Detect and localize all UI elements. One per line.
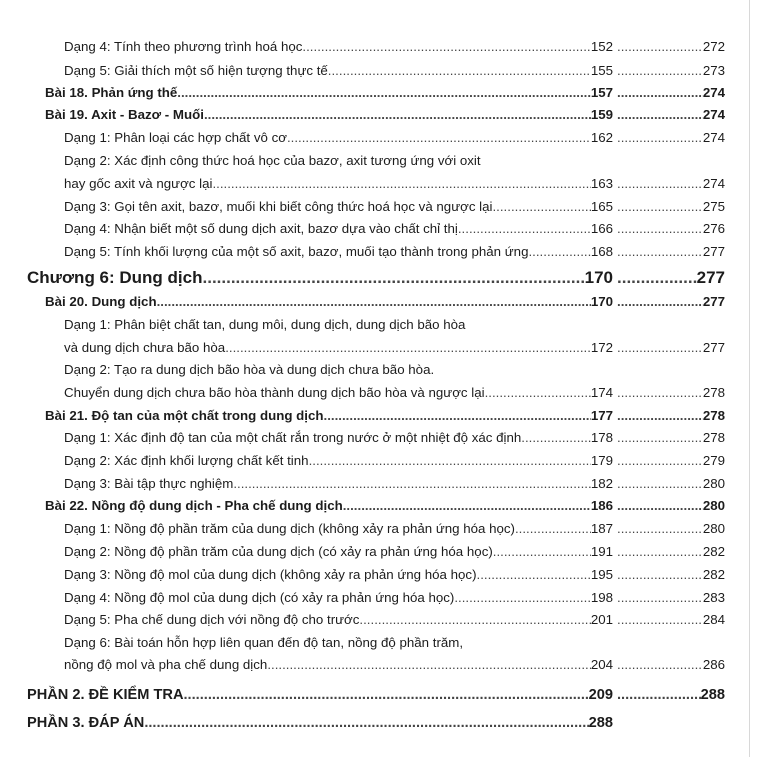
entry-label: hay gốc axit và ngược lại	[64, 176, 213, 191]
entry-page-solution: 157	[590, 85, 613, 100]
entry-page-answer: 282	[702, 544, 725, 559]
entry-page-solution: 186	[590, 498, 613, 513]
entry-page-solution: 187	[590, 521, 613, 536]
entry-label: PHẦN 2. ĐỀ KIỂM TRA	[27, 687, 184, 703]
entry-page-solution: 162	[590, 130, 613, 145]
entry-page-solution: 201	[590, 612, 613, 627]
entry-label: Dạng 2: Tạo ra dung dịch bão hòa và dung dịch chưa bão hòa.	[64, 362, 435, 377]
entry-page-solution: 168	[590, 244, 613, 259]
entry-page-answer: 280	[702, 498, 725, 513]
entry-page-solution: 198	[590, 590, 613, 605]
entry-page-answer: 282	[702, 567, 725, 582]
entry-label: Dạng 6: Bài toán hỗn hợp liên quan đến độ tan, nồng độ phần trăm,	[64, 635, 464, 650]
page-edge-divider	[749, 0, 750, 757]
entry-page-answer: 274	[702, 107, 725, 122]
entry-label: Bài 19. Axit - Bazơ - Muối	[45, 107, 204, 122]
entry-label: Dạng 1: Xác định độ tan của một chất rắn trong nước ở một nhiệt độ xác định	[64, 430, 522, 445]
entry-page-solution: 204	[590, 657, 613, 672]
entry-page-solution: 152	[590, 39, 613, 54]
entry-page-answer: 280	[702, 476, 725, 491]
entry-page-answer: 276	[702, 221, 725, 236]
entry-page-solution: 163	[590, 176, 613, 191]
entry-page-solution: 191	[590, 544, 613, 559]
entry-page-answer: 274	[702, 176, 725, 191]
entry-page-solution: 209	[588, 687, 613, 703]
entry-page-solution: 159	[590, 107, 613, 122]
entry-label: Dạng 3: Nồng độ mol của dung dịch (không xảy ra phản ứng hóa học)	[64, 567, 477, 582]
entry-page-answer: 277	[702, 340, 725, 355]
entry-label: Bài 22. Nồng độ dung dịch - Pha chế dung dịch	[45, 498, 343, 513]
entry-label: Dạng 4: Tính theo phương trình hoá học	[64, 39, 303, 54]
entry-label: và dung dịch chưa bão hòa	[64, 340, 226, 355]
entry-label: Dạng 5: Giải thích một số hiện tượng thực tế	[64, 63, 328, 78]
entry-page-answer: 272	[702, 39, 725, 54]
entry-page-answer: 273	[702, 63, 725, 78]
entry-label: Bài 20. Dung dịch	[45, 294, 157, 309]
entry-label: PHẦN 3. ĐÁP ÁN	[27, 715, 145, 731]
entry-page-answer: 275	[702, 199, 725, 214]
entry-page-solution: 165	[590, 199, 613, 214]
entry-label: Dạng 2: Xác định công thức hoá học của bazơ, axit tương ứng với oxit	[64, 153, 481, 168]
entry-page-answer: 280	[702, 521, 725, 536]
entry-label: Bài 18. Phản ứng thế	[45, 85, 178, 100]
entry-page-answer: 278	[702, 408, 725, 423]
entry-label: Dạng 3: Bài tập thực nghiệm	[64, 476, 234, 491]
entry-page-answer: 288	[700, 687, 725, 703]
entry-page-answer: 286	[702, 657, 725, 672]
entry-page-solution: 172	[590, 340, 613, 355]
entry-label: Dạng 3: Gọi tên axit, bazơ, muối khi biết công thức hoá học và ngược lại	[64, 199, 493, 214]
entry-label: nồng độ mol và pha chế dung dịch	[64, 657, 268, 672]
entry-page-answer: 279	[702, 453, 725, 468]
entry-label: Dạng 2: Xác định khối lượng chất kết tinh	[64, 453, 309, 468]
entry-label: Dạng 5: Pha chế dung dịch với nồng độ cho trước	[64, 612, 360, 627]
entry-page-solution: 174	[590, 385, 613, 400]
entry-page-answer: 277	[702, 294, 725, 309]
entry-page-solution: 182	[590, 476, 613, 491]
entry-page-solution: 288	[588, 715, 613, 731]
entry-page-solution: 195	[590, 567, 613, 582]
entry-label: Dạng 1: Phân biệt chất tan, dung môi, dung dịch, dung dịch bão hòa	[64, 317, 466, 332]
entry-page-solution: 178	[590, 430, 613, 445]
entry-label: Dạng 2: Nồng độ phần trăm của dung dịch (có xảy ra phản ứng hóa học)	[64, 544, 493, 559]
entry-page-answer: 283	[702, 590, 725, 605]
entry-page-answer: 274	[702, 85, 725, 100]
entry-page-solution: 179	[590, 453, 613, 468]
entry-page-answer: 278	[702, 430, 725, 445]
entry-page-solution: 155	[590, 63, 613, 78]
entry-label: Dạng 4: Nhận biết một số dung dịch axit, bazơ dựa vào chất chỉ thị	[64, 221, 458, 236]
entry-page-solution: 177	[590, 408, 613, 423]
entry-label: Bài 21. Độ tan của một chất trong dung dịch	[45, 408, 324, 423]
entry-label: Dạng 1: Phân loại các hợp chất vô cơ	[64, 130, 287, 145]
entry-label: Dạng 1: Nồng độ phần trăm của dung dịch (không xảy ra phản ứng hóa học)	[64, 521, 515, 536]
entry-label: Dạng 4: Nồng độ mol của dung dịch (có xảy ra phản ứng hóa học)	[64, 590, 455, 605]
entry-label: Chương 6: Dung dịch	[27, 268, 203, 287]
entry-page-answer: 277	[696, 268, 725, 287]
entry-page-answer: 284	[702, 612, 725, 627]
entry-page-answer: 274	[702, 130, 725, 145]
entry-page-solution: 170	[584, 268, 613, 287]
entry-page-answer: 278	[702, 385, 725, 400]
entry-label: Chuyển dung dịch chưa bão hòa thành dung dịch bão hòa và ngược lại	[64, 385, 485, 400]
entry-page-solution: 166	[590, 221, 613, 236]
entry-page-solution: 170	[590, 294, 613, 309]
entry-label: Dạng 5: Tính khối lượng của một số axit, bazơ, muối tạo thành trong phản ứng	[64, 244, 529, 259]
entry-page-answer: 277	[702, 244, 725, 259]
